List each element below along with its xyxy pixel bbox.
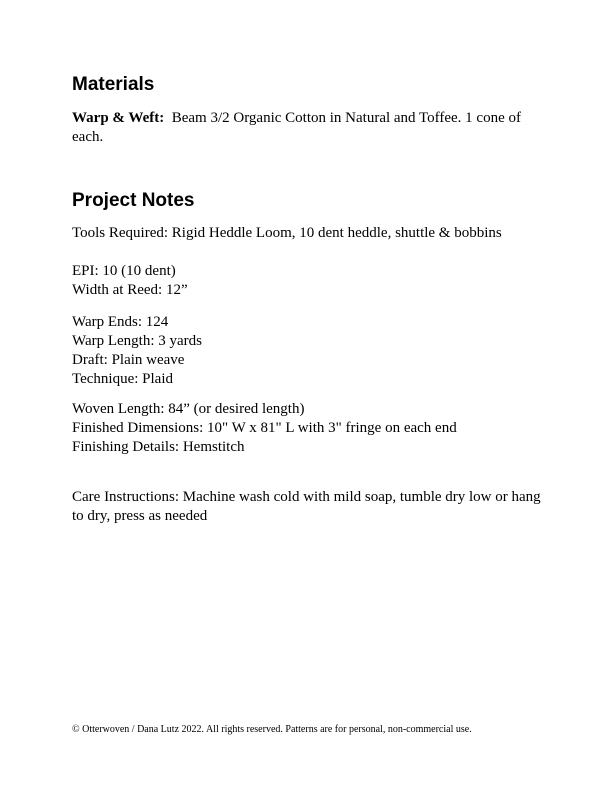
finishing-block bbox=[72, 400, 542, 457]
warp-length-text: Warp Length: 3 yards bbox=[72, 333, 203, 349]
warp-weft-text: Beam 3/2 Organic Cotton in Natural and Toffee. 1 cone of each. bbox=[72, 110, 521, 145]
project-notes-heading: Project Notes bbox=[72, 190, 195, 211]
tools-required-text: Tools Required: Rigid Heddle Loom, 10 dent heddle, shuttle & bobbins bbox=[72, 225, 502, 241]
warp-details-block bbox=[72, 313, 542, 389]
document-page bbox=[72, 0, 542, 792]
warp-ends-text: Warp Ends: 124 bbox=[72, 314, 169, 330]
finished-dimensions-text: Finished Dimensions: 10" W x 81" L with 3" fringe on each end bbox=[72, 420, 457, 436]
finishing-details-text: Finishing Details: Hemstitch bbox=[72, 439, 245, 455]
woven-length-text: Woven Length: 84” (or desired length) bbox=[72, 401, 305, 417]
width-at-reed-text: Width at Reed: 12” bbox=[72, 282, 188, 298]
technique-text: Technique: Plaid bbox=[72, 371, 174, 387]
draft-text: Draft: Plain weave bbox=[72, 352, 185, 368]
epi-text: EPI: 10 (10 dent) bbox=[72, 263, 176, 279]
copyright-footer: © Otterwoven / Dana Lutz 2022. All rights reserved. Patterns are for personal, non-commercial use. bbox=[72, 724, 472, 735]
warp-weft-label: Warp & Weft: bbox=[72, 110, 165, 126]
materials-heading: Materials bbox=[72, 74, 155, 95]
care-instructions-text: Care Instructions: Machine wash cold with mild soap, tumble dry low or hang to dry, press as needed bbox=[72, 489, 541, 524]
loom-settings-block bbox=[72, 262, 542, 300]
materials-warp-weft bbox=[72, 109, 542, 147]
